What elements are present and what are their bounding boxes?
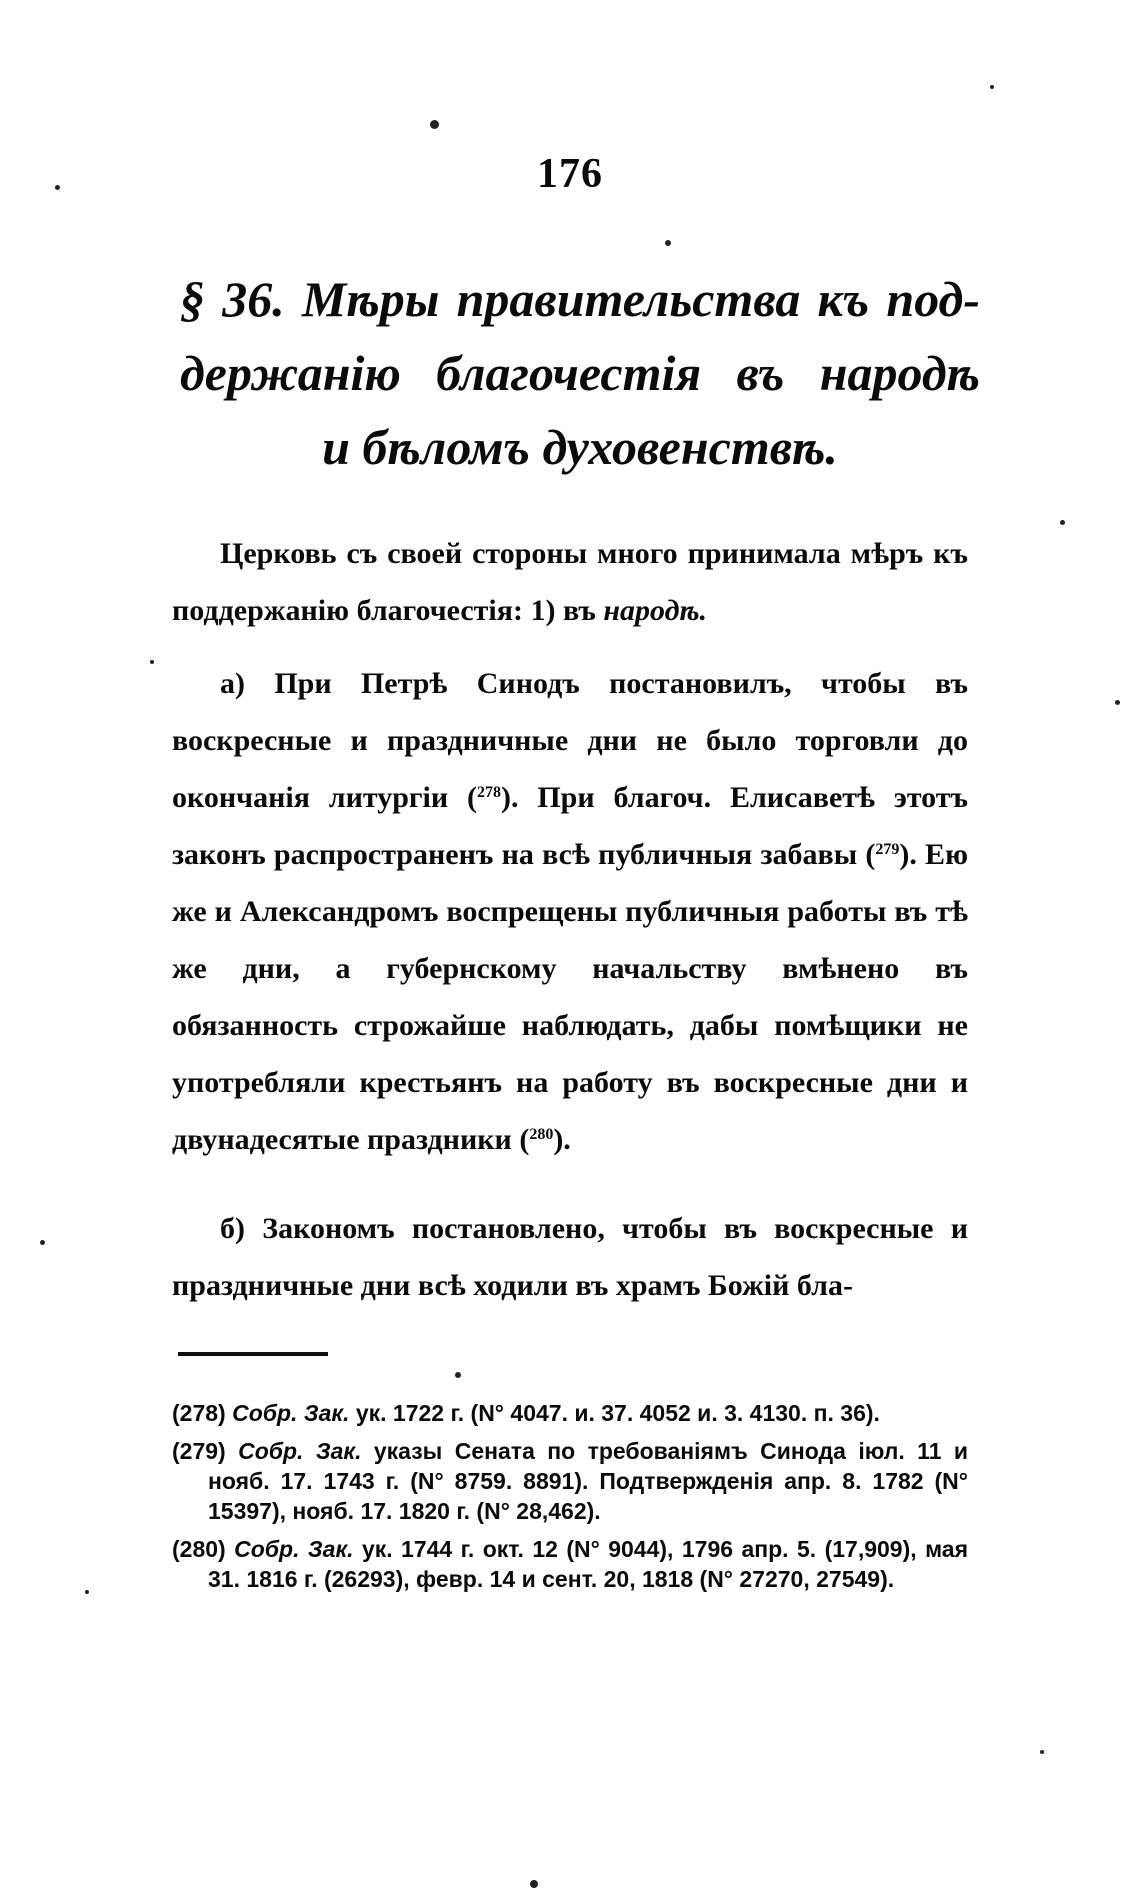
scan-speck (990, 85, 994, 89)
footnote-text: указы Сената по требованіямъ Синода іюл. 11 и нояб. 17. 1743 г. (N° 8759. 8891). Подтвержденія апр. 8. 1782 (N° 15397), нояб. 17. 1820 г. (N° 28,462). (208, 1438, 969, 1524)
scan-speck (85, 1590, 89, 1594)
footnote-number: (280) (172, 1536, 226, 1562)
paragraph-a (172, 655, 968, 1168)
scan-speck (455, 1372, 461, 1378)
footnote-ref-279: 279 (875, 841, 900, 858)
footnote-number: (278) (172, 1400, 226, 1426)
footnote-278 (172, 1398, 968, 1428)
scan-speck (55, 185, 60, 190)
heading-line-1: § 36. Мѣры правительства къ под- (180, 271, 980, 327)
paragraph-intro-italic: народѣ. (603, 594, 708, 627)
footnote-ref-280: 280 (529, 1126, 554, 1143)
scan-speck (665, 240, 671, 246)
paragraph-a-part3: ). Ею же и Александромъ воспрещены публичныя работы въ тѣ же дни, а губернскому начальству вмѣнено въ обязанность строжайше наблюдать, дабы помѣщики не употребляли крестьянъ на работу въ воскресные дни и двунадесятые праздники ( (172, 838, 968, 1156)
page-number: 176 (537, 151, 603, 197)
paragraph-a-part1: а) При Петрѣ Синодъ постановилъ, чтобы въ воскресные и праздничные дни не было торговли до окончанія литургіи ( (172, 667, 968, 814)
scan-speck (430, 120, 439, 129)
footnote-separator (178, 1352, 328, 1356)
footnotes (172, 1398, 968, 1602)
paragraph-intro (172, 525, 968, 639)
footnote-number: (279) (172, 1438, 226, 1464)
footnote-source: Собр. Зак. (232, 1400, 350, 1426)
scan-speck (1040, 1750, 1044, 1754)
heading-line-3: и бѣломъ духовенствѣ. (322, 419, 838, 475)
footnote-text: ук. 1744 г. окт. 12 (N° 9044), 1796 апр. 5. (17,909), мая 31. 1816 г. (26293), февр. 14 и сент. 20, 1818 (N° 27270, 27549). (208, 1536, 968, 1592)
section-heading (180, 262, 980, 484)
paragraph-b: б) Закономъ постановлено, чтобы въ воскресные и праздничные дни всѣ ходили въ храмъ Божій бла- (172, 1212, 968, 1302)
scan-speck (150, 660, 154, 664)
footnote-280 (172, 1534, 968, 1594)
footnote-source: Собр. Зак. (234, 1536, 354, 1562)
footnote-text: ук. 1722 г. (N° 4047. и. 37. 4052 и. 3. 4130. п. 36). (355, 1400, 880, 1426)
paragraph-a-part4: ). (553, 1123, 571, 1156)
scan-speck (40, 1240, 45, 1245)
scan-speck (530, 1880, 538, 1888)
footnote-ref-278: 278 (477, 784, 502, 801)
paragraph-intro-text: Церковь съ своей стороны много принимала мѣръ къ поддержанію благочестія: 1) въ (172, 537, 968, 627)
scan-speck (1060, 520, 1065, 525)
scan-speck (1115, 700, 1120, 705)
footnote-279 (172, 1436, 968, 1526)
footnote-source: Собр. Зак. (238, 1438, 362, 1464)
heading-line-2: держанію благочестія въ народѣ (180, 345, 980, 401)
paragraph-a-part2: ). При благоч. Елисаветѣ этотъ законъ распространенъ на всѣ публичныя забавы ( (172, 781, 968, 871)
